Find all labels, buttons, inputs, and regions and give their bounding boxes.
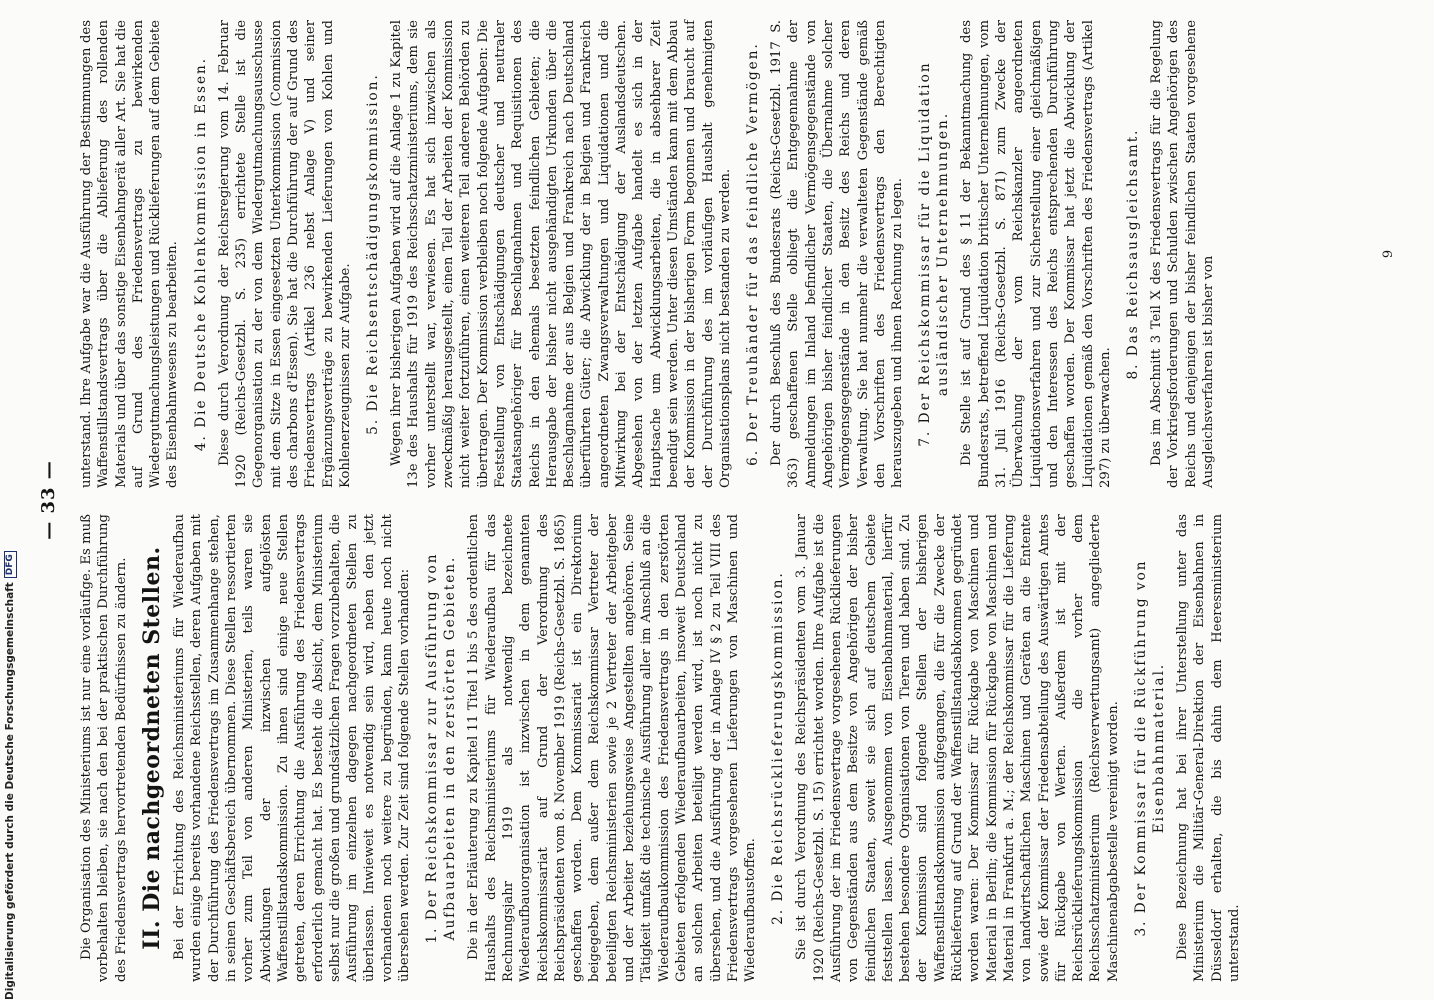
page-content (30, 0, 1410, 1000)
paragraph: Sie ist durch Verordnung des Reichspräsidenten vom 3. Januar 1920 (Reichs-Gesetzbl. S. 15) errichtet worden. Ihre Aufgabe ist die Ausführung der im Friedensvertrage vorgesehenen Rücklieferungen von Gegenständen aus dem Besitze von Angehörigen der bisher feindlichen Staaten, soweit sie sich auf deutschem Gebiete feststellen lassen. Ausgenommen von Eisenbahnmaterial, hierfür bestehen besondere Organisationen von Tieren und haben sind. Zu der Kommission sind folgende Stellen der bisherigen Waffenstillstandskommission aufgegangen, die für die Zwecke der Rücklieferung auf Grund der Waffenstillstandsabkommen gegründet worden waren: Der Kommissar für Rückgabe von Maschinen und Material in Berlin; die Kommission für Rückgabe von Maschinen und Material in Frankfurt a. M.; der Reichskommissar für die Lieferung von landwirtschaftlichen Maschinen und Geräten an die Entente sowie der Kommissar der Friedensabteilung des Auswärtigen Amtes für Rückgabe von Werten. Außerdem ist mit der Reichsrücklieferungskommission die vorher dem Reichsschatzministerium (Reichsverwertungsamt) angegliederte Maschinenabgabestelle vereinigt worden. (794, 514, 1121, 982)
subsection-title: 8. Das Reichsausgleichsamt. (1125, 128, 1142, 380)
paragraph: Wegen ihrer bisherigen Aufgaben wird auf die Anlage 1 zu Kapitel 13e des Haushalts für 1919 des Reichsschatzministeriums, dem sie vorher unterstellt war, verwiesen. Es hat sich inzwischen als zweckmäßig herausgestellt, einen Teil der Arbeiten der Kommission nicht weiter fortzuführen, einen weiteren Teil anderen Behörden zu übertragen. Der Kommission verbleiben noch folgende Aufgaben: Die Feststellung von Entschädigungen deutscher und neutraler Staatsangehöriger für Beschlagnahmen und Requisitionen des Reichs in den ehemals besetzten feindlichen Gebieten; die Herausgabe der bisher nicht ausgehändigten Urkunden über die Beschlagnahme der aus Belgien und Frankreich nach Deutschland überführten Güter; die Abwicklung der in Belgien und Frankreich angeordneten Zwangsverwaltungen und Liquidationen und die Mitwirkung bei der Entschädigung der Auslandsdeutschen. Abgesehen von der letzten Aufgabe handelt es sich in der Hauptsache um Abwicklungsarbeiten, die in absehbarer Zeit beendigt sein werden. Unter diesen Umständen kann mit dem Abbau der Kommission in der bisherigen Form begonnen und braucht auf der Durchführung des im vorläufigen Haushalt genehmigten Organisationsplans nicht bestanden zu werden. (389, 20, 733, 488)
subsection-title: 1. Der Reichskommissar zur Ausführung von Aufbauarbeiten in den zerstörten Gebieten. (424, 552, 459, 944)
section-heading: II. Die nachgeordneten Stellen. (138, 546, 165, 950)
subsection-title: 2. Die Reichsrücklieferungskommission. (770, 571, 787, 925)
continued-paragraph: unterstand. Ihre Aufgabe war die Ausführung der Bestimmungen des Waffenstillstandsvertrags über die Ablieferung des rollenden Materials und über das sonstige Eisenbahngerät aller Art. Sie hat die auf Grund des Friedensvertrags zu bewirkenden Wiedergutmachungsleistungen und Rücklieferungen auf dem Gebiete des Eisenbahnwesens zu bearbeiten. (79, 20, 181, 488)
subsection-title: 4. Die Deutsche Kohlenkommission in Essen. (192, 56, 209, 452)
subsection-title: 3. Der Kommissar für die Rückführung von Eisenbahnmaterial. (1133, 559, 1168, 937)
right-column (78, 20, 1219, 488)
paragraph: Das im Abschnitt 3 Teil X des Friedensvertrags für die Regelung der Vorkriegsforderungen und Schulden zwischen Angehörigen des Reichs und denjenigen der bisher feindlichen Staaten vorgesehene Ausgleichsverfahren ist bisher von (1149, 20, 1217, 488)
paragraph: Bei der Errichtung des Reichsministeriums für Wiederaufbau wurden einige bereits vorhandene Reichsstellen, deren Aufgaben mit der Durchführung des Friedensvertrags im Zusammenhange stehen, in seinen Geschäftsbereich übernommen. Diese Stellen ressortierten vorher zum Teil von anderen Ministerien, teils waren sie Abwicklungen der inzwischen aufgelösten Waffenstillstandskommission. Zu ihnen sind einige neue Stellen getreten, deren Errichtung die Ausführung des Friedensvertrags erforderlich gemacht hat. Es besteht die Absicht, dem Ministerium selbst nur die großen und grundsätzlichen Fragen vorzubehalten, die Ausführung im einzelnen dagegen nachgeordneten Stellen zu überlassen. Inwieweit es notwendig sein wird, neben den jetzt vorhandenen noch weitere zu begründen, kann heute noch nicht übersehen werden. Zur Zeit sind folgende Stellen vorhanden: (172, 514, 413, 982)
paragraph: Die in der Erläuterung zu Kapitel 11 Titel 1 bis 5 des ordentlichen Haushalts des Reichsministeriums für Wiederaufbau für das Rechnungsjahr 1919 als notwendig bezeichnete Wiederaufbauorganisation ist inzwischen in dem genannten Reichskommissariat auf Grund der Verordnung des Reichspräsidenten vom 8. November 1919 (Reichs-Gesetzbl. S. 1865) geschaffen worden. Dem Kommissariat ist ein Direktorium beigegeben, dem außer dem Reichskommissar Vertreter der beteiligten Reichsministerien sowie je 2 Vertreter der Arbeitgeber und der Arbeiter beziehungsweise Angestellten angehören. Seine Tätigkeit umfaßt die technische Ausführung aller im Anschluß an die Wiederaufbaukommission des Friedensvertrags in den zerstörten Gebieten erfolgenden Wiederaufbauarbeiten, insoweit Deutschland an solchen Arbeiten beteiligt werden wird, ist noch nicht zu übersehen, und die Ausführung der in Anlage IV § 2 zu Teil VIII des Friedensvertrags vorgesehenen Lieferungen von Maschinen und Wiederaufbaustoffen. (466, 514, 759, 982)
subsection-title: 5. Die Reichsentschädigungskommission. (365, 73, 382, 435)
left-column (78, 514, 1245, 982)
dfg-logo-icon: DFG (4, 551, 17, 578)
intro-paragraph: Die Organisation des Ministeriums ist nur eine vorläufige. Es muß vorbehalten bleiben, sie nach den bei der praktischen Durchführung des Friedensvertrags hervortretenden Bedürfnissen zu ändern. (79, 514, 129, 982)
paragraph: Die Stelle ist auf Grund des § 11 der Bekanntmachung des Bundesrats, betreffend Liquidation britischer Unternehmungen, vom 31. Juli 1916 (Reichs-Gesetzbl. S. 871) zum Zwecke der Überwachung der vom Reichskanzler angeordneten Liquidationsverfahren und zur Sicherstellung einer gleichmäßigen und den Interessen des Reichs entsprechenden Durchführung geschaffen worden. Der Kommissar hat jetzt die Abwicklung der Liquidationen gemäß den Vorschriften des Friedensvertrags (Artikel 297) zu überwachen. (959, 20, 1113, 488)
rotated-page (30, 0, 1410, 1000)
digitization-credit (2, 10, 18, 1000)
paragraph: Diese durch Verordnung der Reichsregierung vom 14. Februar 1920 (Reichs-Gesetzbl. S. 235) errichtete Stelle ist die Gegenorganisation zu der von dem Wiedergutmachungsausschusse mit dem Sitze in Essen eingesetzten Unterkommission (Commission des charbons d'Essen). Sie hat die Durchführung der auf Grund des Friedensvertrags (Artikel 236 nebst Anlage V) und seiner Ergänzungsverträge zu bewirkenden Lieferungen von Kohlen und Kohlenerzeugnissen zur Aufgabe. (216, 20, 353, 488)
paragraph: Diese Bezeichnung hat bei ihrer Unterstellung unter das Ministerium die Militär-General-Direktion der Eisenbahnen in Düsseldorf erhalten, die bis dahin dem Heeresministerium unterstand. (1175, 514, 1242, 982)
subsection-title: 7. Der Reichskommissar für die Liquidation ausländischer Unternehmungen. (917, 61, 952, 447)
page-number: — 33 — (38, 460, 59, 540)
signature-mark: 9 (1381, 249, 1396, 259)
credit-text: Digitalisierung gefördert durch die Deutsche Forschungsgemeinschaft (4, 582, 16, 1000)
subsection-title: 6. Der Treuhänder für das feindliche Vermögen. (745, 42, 762, 466)
paragraph: Der durch Beschluß des Bundesrats (Reichs-Gesetzbl. 1917 S. 363) geschaffenen Stelle obliegt die Entgegennahme der Anmeldungen im Inland befindlicher Vermögensgegenstände von Angehörigen bisher feindlicher Staaten, die Übernahme solcher Vermögensgegenstände in den Besitz des Reichs und deren Verwaltung. Sie hat nunmehr die verwalteten Gegenstände gemäß den Vorschriften des Friedensvertrags den Berechtigten herauszugeben und ihnen Rechnung zu legen. (769, 20, 906, 488)
